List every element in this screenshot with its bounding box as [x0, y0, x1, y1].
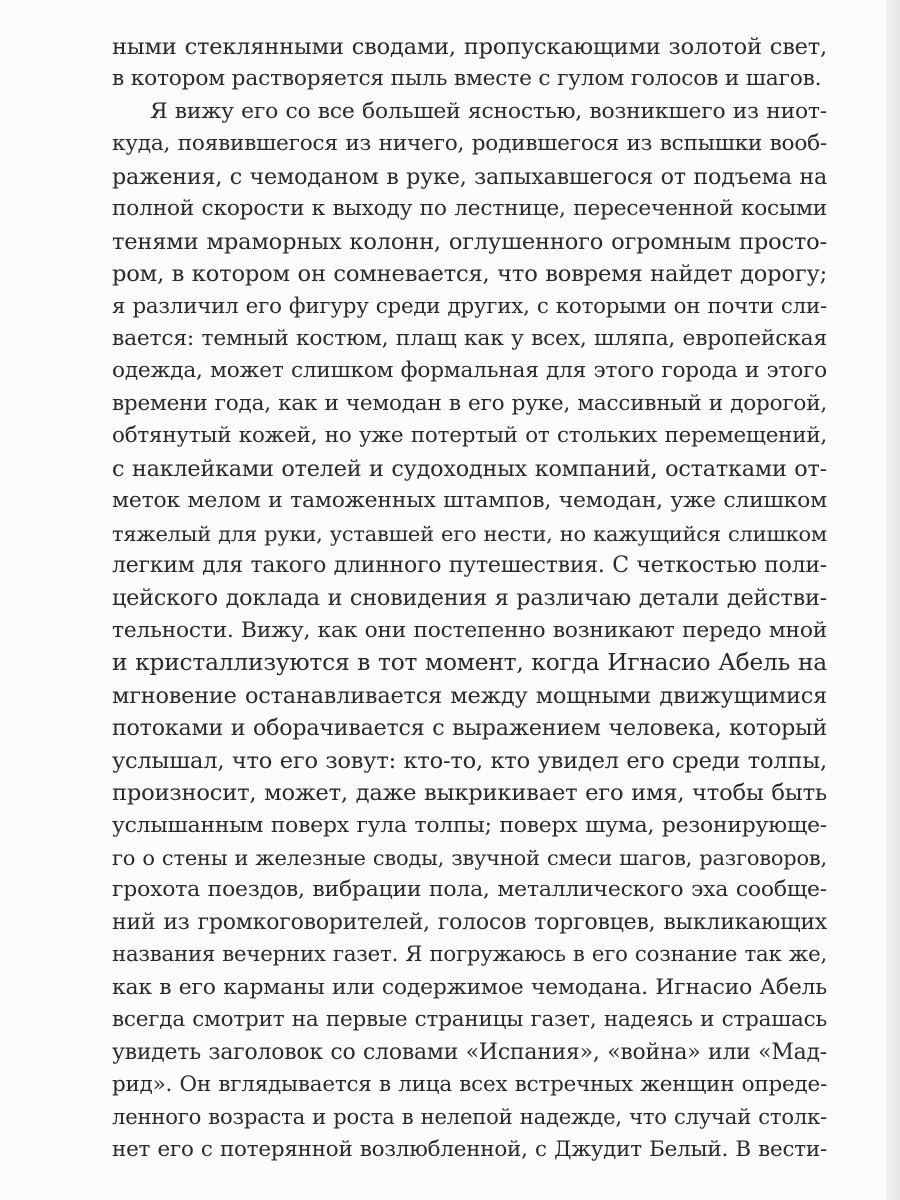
text-line: одежда, может слишком формальная для этого города и этого	[112, 358, 827, 384]
text-line: ражения, с чемоданом в руке, запыхавшегося от подъема на	[112, 163, 827, 190]
text-line: произносит, может, даже выкрикивает его имя, чтобы быть	[112, 780, 827, 807]
text-line: ными стеклянными сводами, пропускающими золотой свет,	[112, 34, 827, 60]
text-line: услышал, что его зовут: кто-то, кто увидел его среди толпы,	[112, 747, 827, 774]
text-line: потоками и оборачивается с выражением человека, который	[112, 715, 827, 742]
text-line: тенями мраморных колонн, оглушенного огромным просто-	[112, 228, 827, 255]
text-line: легким для такого длинного путешествия. С четкостью поли-	[112, 553, 827, 578]
text-line: услышанным поверх гула толпы; поверх шума, резонирующе-	[112, 812, 827, 838]
text-line: ний из громкоговорителей, голосов торговцев, выкликающих	[112, 909, 827, 935]
body-text	[112, 31, 827, 1166]
text-line: меток мелом и таможенных штампов, чемодан, уже слишком	[112, 488, 827, 514]
text-line: названия вечерних газет. Я погружаюсь в его сознание так же,	[112, 942, 827, 968]
text-line: куда, появившегося из ничего, родившегося из вспышки вооб-	[112, 131, 827, 157]
text-line: я различил его фигуру среди других, с которыми он почти сли-	[112, 293, 827, 319]
text-line: всегда смотрит на первые страницы газет, надеясь и страшась	[112, 1007, 827, 1033]
text-line: обтянутый кожей, но уже потертый от стольких перемещений,	[112, 423, 827, 449]
page-edge	[886, 0, 900, 1200]
text-line: ленного возраста и роста в нелепой надежде, что случай столк-	[112, 1104, 827, 1130]
text-line: полной скорости к выходу по лестнице, пересеченной косыми	[112, 196, 827, 222]
text-line: с наклейками отелей и судоходных компаний, остатками от-	[112, 455, 827, 482]
text-line: го о стены и железные своды, звучной смеси шагов, разговоров,	[112, 845, 827, 870]
text-line: времени года, как и чемодан в его руке, массивный и дорогой,	[112, 390, 827, 416]
text-line: цейского доклада и сновидения я различаю детали действи-	[112, 585, 827, 612]
text-line: ром, в котором он сомневается, что вовремя найдет дорогу;	[112, 261, 827, 288]
text-line: тяжелый для руки, уставшей его нести, но кажущийся слишком	[112, 521, 827, 546]
text-line: Я вижу его со все большей ясностью, возникшего из ниот-	[150, 98, 827, 124]
text-line: вается: темный костюм, плащ как у всех, шляпа, европейская	[112, 325, 827, 351]
text-line: в котором растворяется пыль вместе с гулом голосов и шагов.	[112, 66, 822, 92]
text-line: увидеть заголовок со словами «Испания», «война» или «Мад-	[112, 1039, 827, 1065]
text-line: грохота поездов, вибрации пола, металлического эха сообще-	[112, 877, 827, 903]
text-line: мгновение останавливается между мощными движущимися	[112, 682, 827, 709]
text-line: как в его карманы или содержимое чемодана. Игнасио Абель	[112, 974, 827, 1000]
text-line: нет его с потерянной возлюбленной, с Джудит Белый. В вести-	[112, 1136, 827, 1162]
text-line: и кристаллизуются в тот момент, когда Игнасио Абель на	[112, 649, 827, 677]
text-line: тельности. Вижу, как они постепенно возникают передо мной	[112, 617, 827, 643]
text-line: рид». Он вглядывается в лица всех встречных женщин опреде-	[112, 1072, 827, 1097]
